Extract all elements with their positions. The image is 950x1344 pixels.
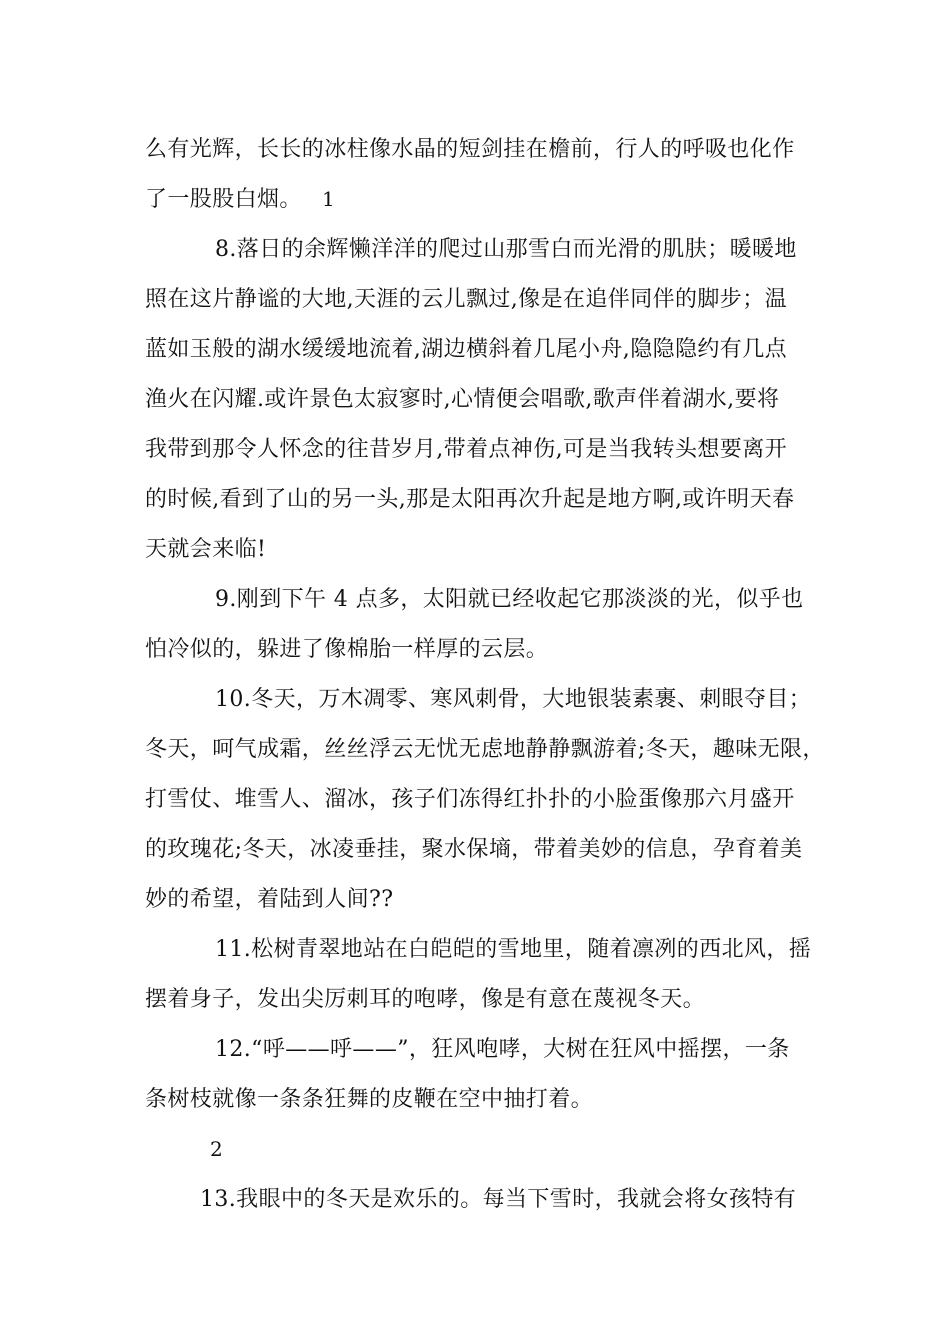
text-line: 9.刚到下午 4 点多，太阳就已经收起它那淡淡的光，似乎也 [215,587,804,612]
text-line: 8.落日的余辉懒洋洋的爬过山那雪白而光滑的肌肤；暖暖地 [215,237,797,262]
text-line: 打雪仗、堆雪人、溜冰，孩子们冻得红扑扑的小脸蛋像那六月盛开 [145,787,795,812]
text-line: 10.冬天，万木凋零、寒风刺骨，大地银装素裹、刺眼夺目； [215,687,812,712]
text-line: 冬天，呵气成霜，丝丝浮云无忧无虑地静静飘游着;冬天，趣味无限， [145,737,825,762]
text-line: 条树枝就像一条条狂舞的皮鞭在空中抽打着。 [145,1087,594,1112]
text-line: 的时候,看到了山的另一头,那是太阳再次升起是地方啊,或许明天春 [145,487,795,512]
text-line: 摆着身子，发出尖厉刺耳的咆哮，像是有意在蔑视冬天。 [145,987,706,1012]
text-line: 渔火在闪耀.或许景色太寂寥时,心情便会唱歌,歌声伴着湖水,要将 [145,387,780,412]
text-line: 天就会来临! [145,537,267,562]
text-line: 11.松树青翠地站在白皑皑的雪地里，随着凛冽的西北风，摇 [215,937,812,962]
text-line: 妙的希望，着陆到人间?? [145,887,394,912]
text-line: 照在这片静谧的大地,天涯的云儿飘过,像是在追伴同伴的脚步；温 [145,287,787,312]
text-line: 的玫瑰花;冬天，冰凌垂挂，聚水保墒，带着美妙的信息，孕育着美 [145,837,803,862]
text-line: 12.“呼——呼——”，狂风咆哮，大树在狂风中摇摆，一条 [215,1037,790,1062]
page-number: 1 [322,187,335,211]
text-line: 我带到那令人怀念的往昔岁月,带着点神伤,可是当我转头想要离开 [145,437,787,462]
text-line: 13.我眼中的冬天是欢乐的。每当下雪时，我就会将女孩特有 [200,1187,797,1212]
text-line: 蓝如玉般的湖水缓缓地流着,湖边横斜着几尾小舟,隐隐隐约有几点 [145,337,787,362]
text-line: 么有光辉，长长的冰柱像水晶的短剑挂在檐前，行人的呼吸也化作 [145,137,795,162]
text-line: 怕冷似的，躲进了像棉胎一样厚的云层。 [145,637,549,662]
page-number: 2 [210,1137,223,1161]
text-line: 了一股股白烟。 [145,187,302,212]
